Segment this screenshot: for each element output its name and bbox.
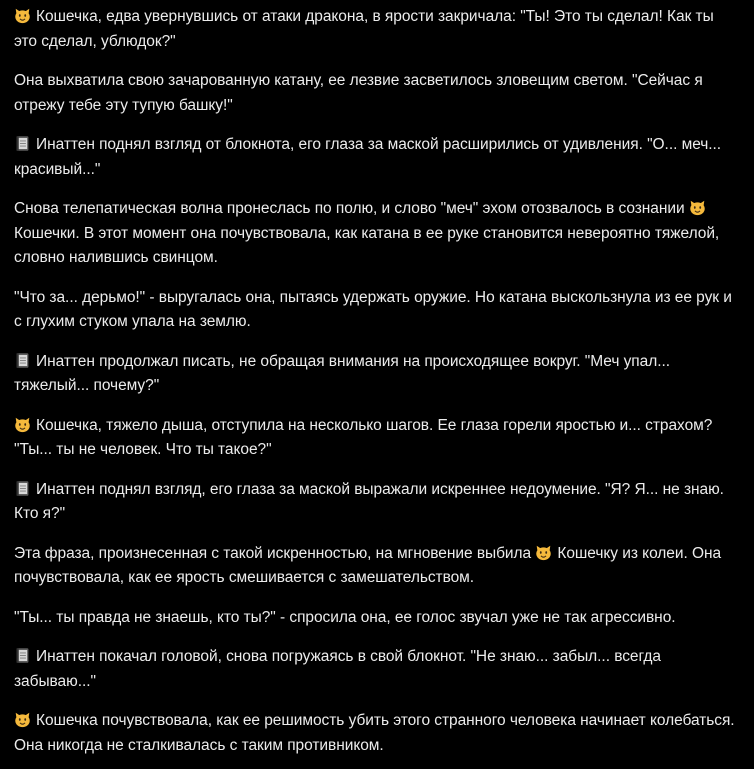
- notebook-icon: [14, 135, 31, 152]
- message-text: Инаттен поднял взгляд от блокнота, его глаза за маской расширились от удивления. "О... меч... красивый...": [14, 136, 722, 178]
- message-text: Кошечка, едва увернувшись от атаки дракона, в ярости закричала: "Ты! Это ты сделал! Как ты это сделал, ублюдок?": [14, 8, 714, 50]
- scroll-fade: [0, 761, 754, 769]
- cat-face-icon: [535, 544, 552, 561]
- message-text: "Что за... дерьмо!" - выругалась она, пытаясь удержать оружие. Но катана выскользнула из ее рук и с глухим стуком упала на землю.: [14, 288, 732, 330]
- message-paragraph-1: [14, 5, 740, 54]
- message-text: Инаттен поднял взгляд, его глаза за маской выражали искреннее недоумение. "Я? Я... не знаю. Кто я?": [14, 480, 724, 522]
- message-text: Эта фраза, произнесенная с такой искренностью, на мгновение выбила: [14, 544, 532, 562]
- message-text: "Ты... ты правда не знаешь, кто ты?" - спросила она, ее голос звучал уже не так агрессивно.: [14, 608, 676, 626]
- notebook-icon: [14, 352, 31, 369]
- message-paragraph-2: [14, 69, 740, 118]
- cat-face-icon: [14, 7, 31, 24]
- notebook-icon: [14, 647, 31, 664]
- message-text: Инаттен продолжал писать, не обращая внимания на происходящее вокруг. "Меч упал... тяжелый... почему?": [14, 352, 670, 394]
- message-text: Кошечка почувствовала, как ее решимость убить этого странного человека начинает колебаться. Она никогда не сталкивалась с таким противником.: [14, 712, 735, 754]
- message-text: Она выхватила свою зачарованную катану, ее лезвие засветилось зловещим светом. "Сейчас я отрежу тебе эту тупую башку!": [14, 72, 703, 114]
- message-paragraph-4: [14, 197, 740, 271]
- message-paragraph-5: [14, 286, 740, 335]
- notebook-icon: [14, 480, 31, 497]
- message-text: Инаттен покачал головой, снова погружаясь в свой блокнот. "Не знаю... забыл... всегда забываю...": [14, 648, 661, 690]
- message-text: Кошечки. В этот момент она почувствовала, как катана в ее руке становится невероятно тяжелой, словно налившись свинцом.: [14, 224, 720, 266]
- message-text: Кошечку из колеи. Она почувствовала, как ее ярость смешивается с замешательством.: [14, 544, 722, 586]
- cat-face-icon: [14, 711, 31, 728]
- message-paragraph-3: [14, 133, 740, 182]
- message-paragraph-7: [14, 414, 740, 463]
- cat-face-icon: [689, 199, 706, 216]
- message-paragraph-8: [14, 478, 740, 527]
- message-paragraph-11: [14, 645, 740, 694]
- message-paragraph-9: [14, 542, 740, 591]
- message-paragraph-10: [14, 606, 740, 631]
- message-text: Кошечка, тяжело дыша, отступила на несколько шагов. Ее глаза горели яростью и... страхом? "Ты... ты не человек. Что ты такое?": [14, 416, 713, 458]
- message-paragraph-12: [14, 709, 740, 758]
- message-paragraph-6: [14, 350, 740, 399]
- cat-face-icon: [14, 416, 31, 433]
- message-text: Снова телепатическая волна пронеслась по полю, и слово "меч" эхом отозвалось в сознании: [14, 200, 685, 217]
